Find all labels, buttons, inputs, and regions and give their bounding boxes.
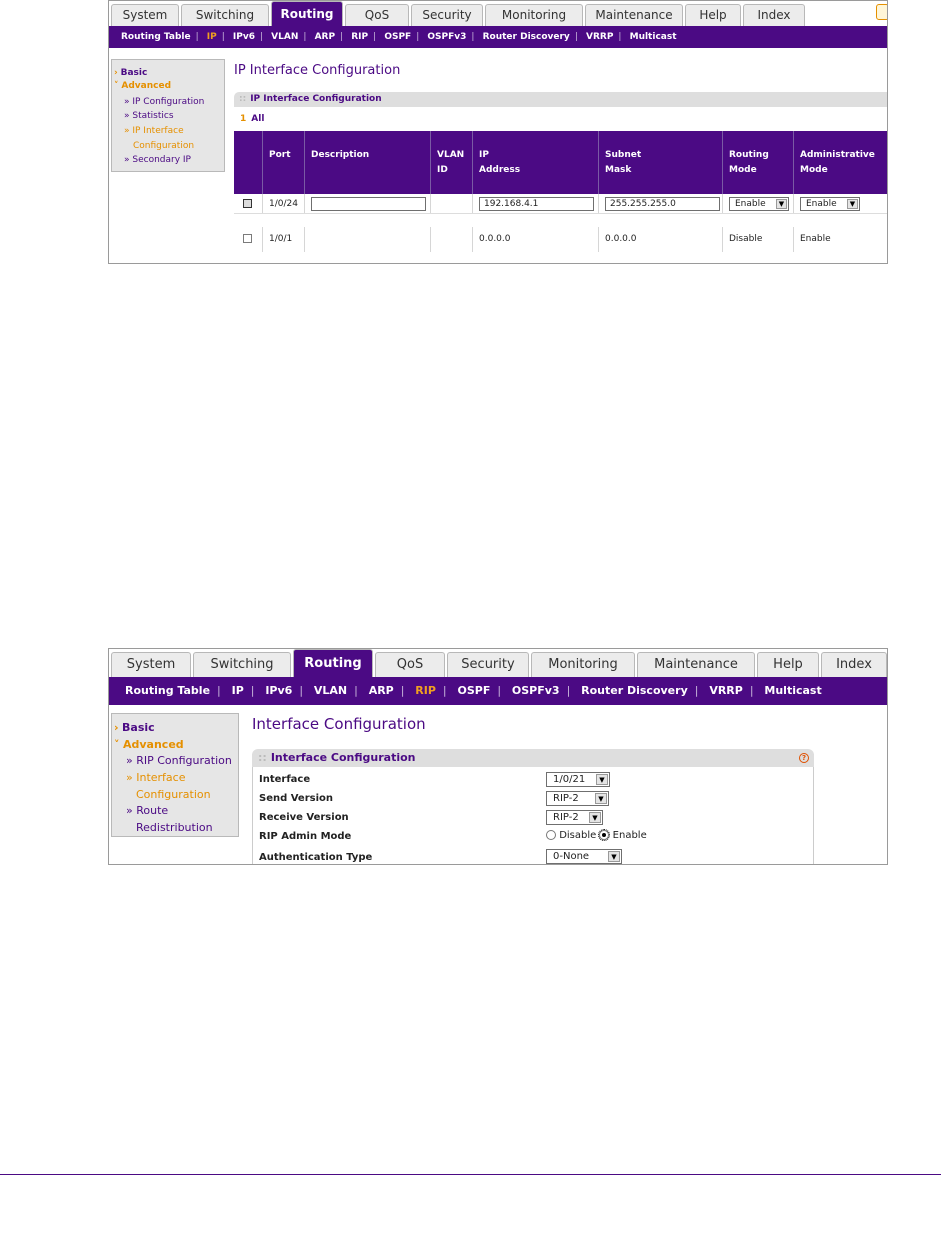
subnav-separator: | xyxy=(373,32,377,42)
nav-rip-configuration[interactable]: » RIP Configuration xyxy=(126,754,232,767)
collapse-arrow-icon: ˅ xyxy=(114,738,120,751)
subnav-separator: | xyxy=(471,32,475,42)
subnav-ip[interactable]: IP xyxy=(231,684,244,697)
subnav-separator: | xyxy=(400,684,405,697)
subnav-vlan[interactable]: VLAN xyxy=(313,684,348,697)
tab-help[interactable]: Help xyxy=(757,652,819,677)
tab-index[interactable]: Index xyxy=(743,4,805,26)
nav-basic[interactable] xyxy=(114,68,147,78)
tab-system[interactable]: System xyxy=(111,652,191,677)
nav-advanced[interactable] xyxy=(114,81,171,91)
header-subnet-mask: Subnet Mask xyxy=(598,131,722,194)
subnav-rip[interactable]: RIP xyxy=(415,684,436,697)
panel-header xyxy=(252,749,814,767)
authentication-type-label: Authentication Type xyxy=(259,852,373,863)
enable-radio-label: Enable xyxy=(612,830,647,841)
port-cell: 1/0/24 xyxy=(262,194,304,213)
subnav-separator: | xyxy=(340,32,344,42)
rip-interface-config-screenshot xyxy=(108,648,888,865)
header-select xyxy=(234,131,262,194)
subnav-separator: | xyxy=(259,32,264,42)
subnav-routing-table[interactable]: Routing Table xyxy=(121,32,191,42)
header-vlan-id: VLAN ID xyxy=(430,131,472,194)
subnav-separator: | xyxy=(217,684,221,697)
logout-icon[interactable] xyxy=(876,4,888,20)
subnav-ip[interactable]: IP xyxy=(206,32,217,42)
left-navigation xyxy=(111,59,225,172)
routing-mode-select[interactable] xyxy=(729,197,789,211)
enable-radio[interactable] xyxy=(599,830,609,840)
receive-version-select[interactable] xyxy=(546,810,603,825)
nav-interface[interactable]: » Interface xyxy=(126,771,186,784)
send-version-select[interactable] xyxy=(546,791,609,806)
subnet-mask-input[interactable]: 255.255.255.0 xyxy=(605,197,720,211)
tab-maintenance[interactable]: Maintenance xyxy=(637,652,755,677)
subnav-separator: | xyxy=(749,684,754,697)
subnav-separator: | xyxy=(618,32,622,42)
subnav-ospf[interactable]: OSPF xyxy=(457,684,491,697)
nav-basic-label: Basic xyxy=(120,68,148,78)
filter-number[interactable]: 1 xyxy=(240,114,247,124)
tab-qos[interactable]: QoS xyxy=(345,4,409,26)
vlan-id-cell xyxy=(430,227,472,252)
tab-switching[interactable]: Switching xyxy=(193,652,291,677)
routing-mode-cell xyxy=(722,194,793,213)
admin-mode-cell xyxy=(793,194,888,213)
subnav-separator: | xyxy=(694,684,699,697)
subnav-ipv6[interactable]: IPv6 xyxy=(232,32,255,42)
nav-secondary-ip[interactable]: » Secondary IP xyxy=(124,155,191,165)
subnav-rip[interactable]: RIP xyxy=(351,32,369,42)
subnav-router-discovery[interactable]: Router Discovery xyxy=(581,684,688,697)
table-header xyxy=(234,131,888,194)
receive-version-label: Receive Version xyxy=(259,812,349,823)
nav-ip-configuration[interactable]: » IP Configuration xyxy=(124,97,205,107)
chevron-down-icon[interactable]: ▼ xyxy=(595,793,607,804)
header-ip-address: IP Address xyxy=(472,131,598,194)
tab-maintenance[interactable]: Maintenance xyxy=(585,4,683,26)
page-title: IP Interface Configuration xyxy=(234,63,401,78)
interface-label: Interface xyxy=(259,774,311,785)
filter-all-link[interactable]: All xyxy=(251,114,265,124)
nav-advanced-label: Advanced xyxy=(121,81,172,91)
ip-interface-config-screenshot xyxy=(108,0,888,264)
row-select-cell xyxy=(234,227,262,252)
port-cell: 1/0/1 xyxy=(262,227,304,252)
subnav-separator: | xyxy=(303,32,307,42)
nav-route[interactable]: » Route xyxy=(126,804,169,817)
subnav-vlan[interactable]: VLAN xyxy=(271,32,299,42)
rip-admin-mode-radio-group xyxy=(546,830,647,841)
tab-qos[interactable]: QoS xyxy=(375,652,445,677)
nav-route-redistribution[interactable]: Redistribution xyxy=(136,821,213,834)
chevron-down-icon[interactable]: ▼ xyxy=(589,812,601,823)
row-checkbox[interactable] xyxy=(243,234,252,243)
panel-title: Interface Configuration xyxy=(270,751,416,764)
tab-switching[interactable]: Switching xyxy=(181,4,269,26)
subnav-ospf[interactable]: OSPF xyxy=(384,32,412,42)
chevron-down-icon[interactable]: ▼ xyxy=(776,199,787,209)
ip-address-cell xyxy=(472,194,598,213)
routing-subnav xyxy=(109,677,887,705)
header-routing-mode: Routing Mode xyxy=(722,131,793,194)
tab-monitoring[interactable]: Monitoring xyxy=(485,4,583,26)
send-version-value: RIP-2 xyxy=(553,793,579,804)
subnav-vrrp[interactable]: VRRP xyxy=(586,32,614,42)
subnet-mask-cell xyxy=(598,194,722,213)
collapse-arrow-icon: ˅ xyxy=(114,81,119,91)
filter-row xyxy=(240,114,264,124)
nav-interface-configuration[interactable]: Configuration xyxy=(136,788,211,801)
disable-radio-label: Disable xyxy=(559,830,597,841)
subnav-arp[interactable]: ARP xyxy=(314,32,336,42)
tab-system[interactable]: System xyxy=(111,4,179,26)
receive-version-value: RIP-2 xyxy=(553,812,579,823)
subnav-separator: | xyxy=(442,684,447,697)
select-all-checkbox[interactable] xyxy=(243,199,252,208)
header-port: Port xyxy=(262,131,304,194)
subnav-separator: | xyxy=(299,684,304,697)
nav-ip-interface[interactable]: » IP Interface xyxy=(124,126,184,136)
subnav-routing-table[interactable]: Routing Table xyxy=(125,684,211,697)
subnav-separator: | xyxy=(221,32,225,42)
subnav-separator: | xyxy=(416,32,420,42)
nav-advanced-label: Advanced xyxy=(123,738,184,751)
table-row xyxy=(234,227,888,252)
subnav-multicast[interactable]: Multicast xyxy=(629,32,677,42)
send-version-label: Send Version xyxy=(259,793,334,804)
ip-address-cell: 0.0.0.0 xyxy=(472,227,598,252)
tab-index[interactable]: Index xyxy=(821,652,887,677)
subnav-ospfv3[interactable]: OSPFv3 xyxy=(511,684,560,697)
nav-ip-interface-configuration[interactable]: Configuration xyxy=(133,141,195,151)
authentication-type-select[interactable] xyxy=(546,849,622,864)
routing-mode-cell: Disable xyxy=(722,227,793,252)
nav-statistics[interactable]: » Statistics xyxy=(124,111,174,121)
subnav-separator: | xyxy=(497,684,502,697)
admin-mode-cell: Enable xyxy=(793,227,888,252)
page-title: Interface Configuration xyxy=(252,715,426,733)
grip-icon: :: xyxy=(258,751,267,764)
disable-radio[interactable] xyxy=(546,830,556,840)
subnav-ipv6[interactable]: IPv6 xyxy=(265,684,293,697)
nav-advanced[interactable] xyxy=(114,738,184,751)
tab-monitoring[interactable]: Monitoring xyxy=(531,652,635,677)
tab-routing[interactable]: Routing xyxy=(293,649,373,677)
subnav-separator: | xyxy=(195,32,199,42)
description-input[interactable] xyxy=(311,197,426,211)
chevron-down-icon[interactable]: ▼ xyxy=(847,199,858,209)
subnav-separator: | xyxy=(566,684,571,697)
subnav-vrrp[interactable]: VRRP xyxy=(709,684,743,697)
tab-security[interactable]: Security xyxy=(411,4,483,26)
subnav-ospfv3[interactable]: OSPFv3 xyxy=(427,32,467,42)
admin-mode-select[interactable] xyxy=(800,197,860,211)
header-description: Description xyxy=(304,131,430,194)
ip-address-input[interactable]: 192.168.4.1 xyxy=(479,197,594,211)
interface-value: 1/0/21 xyxy=(553,774,586,785)
rip-admin-mode-label: RIP Admin Mode xyxy=(259,831,352,842)
expand-arrow-icon: › xyxy=(114,68,118,78)
interface-select[interactable] xyxy=(546,772,610,787)
nav-basic[interactable] xyxy=(114,721,155,734)
header-admin-mode: Administrative Mode xyxy=(793,131,888,194)
tab-routing[interactable]: Routing xyxy=(271,1,343,26)
subnav-router-discovery[interactable]: Router Discovery xyxy=(482,32,570,42)
subnav-multicast[interactable]: Multicast xyxy=(764,684,822,697)
row-select-cell xyxy=(234,194,262,213)
authentication-type-value: 0-None xyxy=(553,851,590,862)
subnav-separator: | xyxy=(574,32,578,42)
grip-icon: :: xyxy=(239,94,247,104)
tab-security[interactable]: Security xyxy=(447,652,529,677)
admin-mode-value: Enable xyxy=(806,199,837,209)
left-navigation xyxy=(111,713,239,837)
panel-header xyxy=(234,92,888,107)
panel-title: IP Interface Configuration xyxy=(250,94,382,104)
description-cell xyxy=(304,194,430,213)
subnet-mask-cell: 0.0.0.0 xyxy=(598,227,722,252)
routing-subnav xyxy=(109,26,887,48)
subnav-arp[interactable]: ARP xyxy=(368,684,394,697)
chevron-down-icon[interactable]: ▼ xyxy=(596,774,608,785)
routing-mode-value: Enable xyxy=(735,199,766,209)
nav-basic-label: Basic xyxy=(122,721,155,734)
subnav-separator: | xyxy=(250,684,255,697)
expand-arrow-icon: › xyxy=(114,721,119,734)
description-cell xyxy=(304,227,430,252)
footer-divider xyxy=(0,1174,941,1175)
subnav-separator: | xyxy=(354,684,358,697)
tab-help[interactable]: Help xyxy=(685,4,741,26)
chevron-down-icon[interactable]: ▼ xyxy=(608,851,620,862)
table-edit-row xyxy=(234,194,888,214)
help-icon[interactable]: ? xyxy=(799,753,809,763)
vlan-id-cell xyxy=(430,194,472,213)
